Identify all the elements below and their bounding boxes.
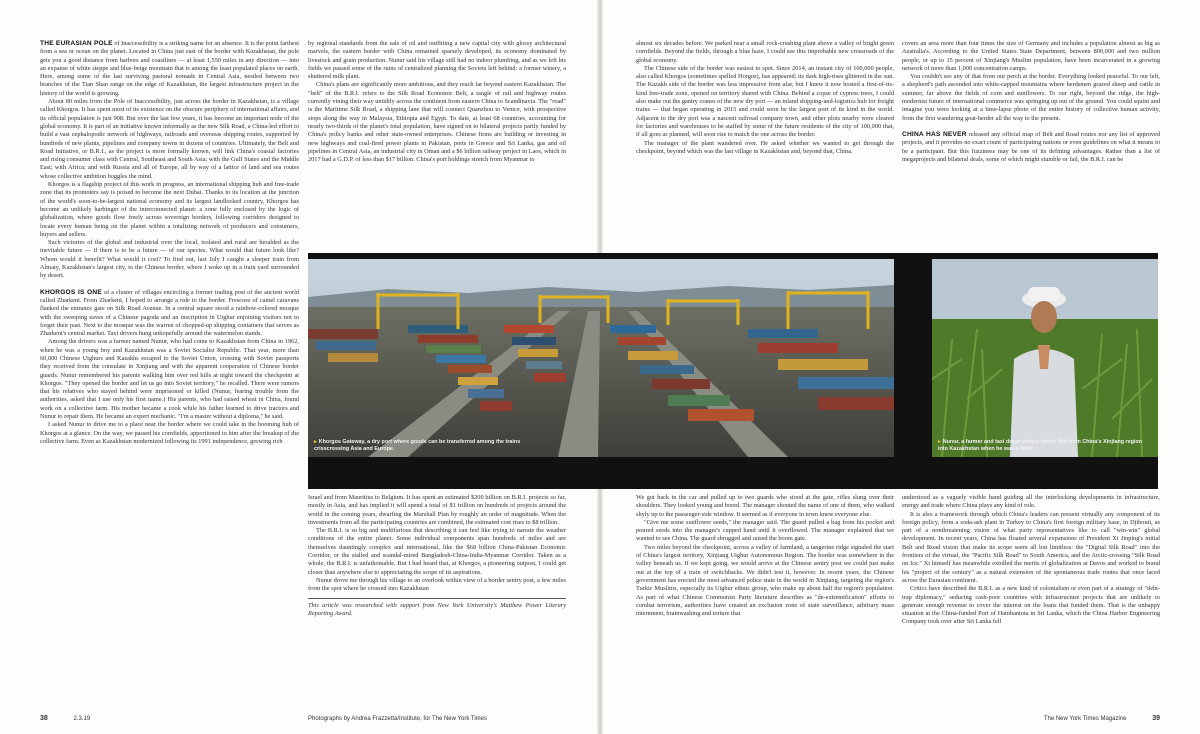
caption-text: Khorgos Gateway, a dry port where goods can be transferred among the trains crisscrossing Asia and Europe.: [314, 439, 521, 452]
paragraph: Critics have described the B.R.I. as a new kind of colonialism or even part of a strategy of "debt-trap diplomacy," seducing cash-poor countries with infrastructure projects that are unlikely to generate enough revenue to cover the interest on the loans that funded them. That is the unhappy situation at the China-funded Port of Hambantota in Sri Lanka, which the China Harbor Engineering Company took over after Sri Lanka fell: [902, 585, 1160, 626]
paragraph: Nunur drove me through his village to an overlook within view of a border sentry post, a few miles from the spot where he crossed into Kazakhstan: [308, 576, 566, 593]
paragraph: We got back in the car and pulled up to two guards who stood at the gate, rifles slung over their shoulders. They looked young and bored. The manager shouted the name of one of them, who walked shyly up to the passenger-side window. It seemed as if everyone in town knew everyone else.: [636, 494, 894, 518]
paragraph: The Chinese side of the border was easiest to spot. Since 2014, an instant city of 100,000 people, also called Khorgos (sometimes spelled Horgos), has appeared; its dark high-rises glittered in the sun. The Kazakh side of the border was less impressive from afar, but I knew it now hosted a first-of-its-kind free-trade zone, opened on territory shared with China. Behind a copse of cypress trees, I could also make out the gantry cranes of the new dry port — an inland shipping-and-logistics hub for freight trains — that began operating in 2015 and could soon be the largest port of its kind in the world. Adjacent to the dry port was a nascent railroad company town, and other plots nearby were cleared for factories and warehouses to be staffed by some of the future residents of the city of 100,000 that, if all goes as planned, will soon rise to match the one across the border.: [636, 64, 894, 139]
paragraph: [40, 40, 299, 98]
research-credit: This article was researched with support from New York University's Matthew Power Literary Reporting Award.: [308, 598, 566, 619]
right-column-4-top: [902, 40, 1160, 248]
paragraph-text: of Inaccessibility is a striking name for an absence. It is the point farthest from a sea or ocean on the planet. Located in China just east of the border with Kazakhstan, the pole gets you a good distance from harbors and coastlines — at least 1,550 miles in any direction — into an expanse of white steppe and blue-beige mountain that is among the least populated places on earth. Here, among some of the last surviving pastoral nomads in Central Asia, nestled between two branches of the Tian Shan range on the edge of Kazakhstan, the largest infrastructure project in the history of the world is growing.: [40, 40, 299, 97]
paragraph: "Give me some sunflower seeds," the manager said. The guard pulled a bag from his pocket and poured seeds into the manager's cupped hand until it overflowed. The manager explained that we wanted to see China. The guard shrugged and raised the boom gate.: [636, 518, 894, 543]
paragraph: Two miles beyond the checkpoint, across a valley of farmland, a tangerine ridge signaled the start of China's largest territory, Xinjiang Uighur Autonomous Region. The border was somewhere in the valley beneath us. If we kept going, we would arrive at the Chinese sentry post we could just make out at the top of a train of switchbacks. We didn't test it, however. In recent years, the Chinese government has erected the most advanced police state in the world in Xinjiang, targeting the region's Turkic Muslims, especially its Uighur ethnic group, who make up about half the region's population. As part of what Chinese Communist Party literature describes as "de-extremification" efforts to combat terrorism, authorities have created an exclusion zone of state surveillance, arbitrary mass internment, brainwashing and torture that: [636, 543, 894, 618]
right-column-4-bottom: [902, 494, 1160, 710]
paragraph: [902, 131, 1160, 164]
paragraph: by regional standards from the sale of oil and outfitting a new capital city with glossy architectural marvels, the eastern border with China remained sparsely developed, its economy dominated by livestock and grain production. Nunur said his village still had no indoor plumbing, and as we left his fields we passed some of the ruins of centralized planning the Soviets left behind: a former winery, a shuttered milk plant.: [308, 40, 566, 81]
page-number: 39: [1152, 715, 1160, 722]
paragraph: You couldn't see any of that from our perch at the border. Everything looked peaceful. To our left, a shepherd's path ascended into white-capped mountains where herdsmen grazed sheep and cattle in summer, far above the fields of corn and sunflowers. To our right, beyond the ridge, the high-modernist future of international commerce was springing up out of the ground. You could squint and imagine you were looking at a time-lapse photo of the entire history of collective human activity, from the first wandering goat-herder all the way to the present.: [902, 73, 1160, 122]
triangle-right-icon: ▸: [314, 439, 317, 445]
paragraph: The B.R.I. is so big and multifarious that describing it can feel like trying to narrate the weather conditions of the entire planet. Some individual components span hundreds of miles and are themselves dauntingly complex and international, like the $68 billion China-Pakistan Economic Corridor, or the stalled and scandal-mired Bangladesh-China-India-Myanmar Corridor. Taken as a whole, the B.R.I. is unfathomable. But I had heard that, at Khorgos, a pioneering outpost, I could get closer than anywhere else to appreciating the scope of its aspirations.: [308, 527, 566, 576]
photo-credit-text: Photographs by Andrea Frazzetta/Institute, for The New York Times: [308, 716, 487, 722]
paragraph: The manager of the plant wandered over. He asked whether we wanted to get through the checkpoint, beyond which was the last village in Kazakhstan and, beyond that, China.: [636, 139, 894, 155]
paragraph: Israel and from Mauritius to Belgium. It has spent an estimated $200 billion on B.R.I. projects so far, mostly in Asia, and has implied it will spend a total of $1 trillion on hundreds of projects around the world in the coming years, dwarfing the Marshall Plan by roughly an order of magnitude. When the investments from all the participating countries are combined, the estimated cost rises to $8 trillion.: [308, 494, 566, 526]
photo-band: [308, 253, 1158, 489]
paragraph: About 80 miles from the Pole of Inaccessibility, just across the border in Kazakhstan, is a village called Khorgos. It has spent most of its existence on the obscure periphery of international affairs, and its official population is just 908. But over the last few years, it has become an important node of the global economy. It is part of an initiative known informally as the new Silk Road, a China-led effort to build a vast cephalopodic network of highways, railroads and overseas shipping routes, supported by hundreds of new plants, pipelines and company towns in dozens of countries. Ultimately, the Belt and Road Initiative, or B.R.I., as the project is more formally known, will link China's coastal factories and rising consumer class with Central, Southeast and South Asia; with the Gulf States and the Middle East; with Africa; and with Russia and all of Europe, all by way of a lattice of land and sea routes whose collective ambition boggles the mind.: [40, 98, 299, 180]
right-photo-caption: [938, 439, 1152, 452]
paragraph-text: released any official map of Belt and Road routes nor any list of approved projects, and it provides no exact count of participating nations or even guidelines on what it means to be a participant. But this fuzziness may be one of its defining advantages. Rather than a list of megaprojects and bilateral deals, some of which might stumble or fail, the B.R.I. can be: [902, 130, 1160, 163]
magazine-name: The New York Times Magazine: [1043, 716, 1127, 722]
right-folio: [1044, 715, 1160, 722]
paragraph: covers an area more than four times the size of Germany and includes a population almost as big as Australia's. According to the United States State Department, between 800,000 and two million people, or up to 15 percent of Xinjiang's Muslim population, have been incarcerated in a growing network of more than 1,000 concentration camps.: [902, 40, 1160, 72]
paragraph: I asked Nunur to drive me to a place near the border where we could take in the booming hub of Khorgos at a glance. On the way, we passed his cornfields, apportioned to him after the breakup of the collective farm. Even as Kazakhstan modernized following its 1991 independence, growing rich: [40, 421, 299, 445]
section-lead: KHORGOS IS ONE: [40, 288, 102, 296]
section-lead: CHINA HAS NEVER: [902, 130, 967, 138]
left-column-2-top: [308, 40, 566, 248]
dry-port-illustration: [308, 259, 894, 457]
paragraph: Among the drivers was a farmer named Nunur, who had come to Kazakhstan from China in 1962, when he was a young boy and Kazakhstan was a Soviet Socialist Republic. That year, more than 60,000 Chinese Uighurs and Kazakhs escaped to the Soviet Union, crossing with Soviet passports they received from the consulate in Xinjiang and with the apparent cooperation of Chinese border guards. Nunur remembered his parents walking him over red hills at night toward the checkpoint at Khorgos. "They opened the border and let us go into Soviet territory," he recalled. There were rumors that his relatives who stayed behind were imprisoned or killed (Nunur, fearing trouble from the authorities, asked that I use only his first name.) His parents, who had raised wheat in China, found work on a collective farm. His mother became a cook while his father learned to drive tractors and Nunur to repair them. He became an expert mechanic. "I'm a master without a diploma," he said.: [40, 338, 299, 421]
left-photo-caption: [314, 439, 554, 452]
left-column-1: [40, 40, 299, 710]
right-column-3-bottom: [636, 494, 894, 710]
paragraph: It is also a framework through which China's leaders can present virtually any component of its foreign policy, from a soda-ash plant in Turkey to China's first foreign military base, in Djibouti, as part of a nonthreatening vision of what party representatives like to call "win-win" global development. In recent years, China has floated several expansions of President Xi Jinping's initial Belt and Road vision that make its scope seem all but limitless: the "Digital Silk Road" into the frontiers of the virtual, the "Pacific Silk Road" to South America, and the Arctic-crossing "Silk Road on Ice." Xi himself has meanwhile extolled the merits of globalization at Davos and worked to brand his "project of the century" as a natural extension of the spontaneous trade routes that once laced across the Eurasian continent.: [902, 510, 1160, 584]
page-number: 38: [40, 715, 48, 722]
triangle-right-icon: ▸: [938, 439, 941, 445]
paragraph-text: of a cluster of villages encircling a former trading post of the ancient world called Zharkent. From Zharkent, I hoped to arrange a ride to the border. Frescoes of camel caravans flanked the entrance gate on Silk Road Avenue. In a central square stood a rainbow-colored mosque with the sweeping eaves of a Chinese pagoda and an inscription in Uighur enjoining visitors not to forget their past. Next to the mosque was the warren of chopped-up shipping containers that serves as Zharkent's central market. Taxi drivers hung unhopefully around the watermelon stands.: [40, 288, 299, 338]
left-column-2-bottom: [308, 494, 566, 710]
farmer-portrait-illustration: [932, 259, 1158, 457]
paragraph: understood as a vaguely visible hand guiding all the interlocking developments in infrastructure, energy and trade where China plays any kind of role.: [902, 494, 1160, 510]
paragraph: Khorgos is a flagship project of this work in progress, an international shipping hub and free-trade zone that its promoters say is poised to become the next Dubai. Thanks to its location at the junction of the world's soon-to-be-largest national economy and its largest landlocked country, Khorgos has become an unlikely harbinger of the interconnected planet: a zone fully enclosed by the logic of globalization, where goods flow freely across sovereign borders, following corridors designed to locate every human being on the planet within a totalizing network of producers and consumers, buyers and sellers.: [40, 181, 299, 238]
left-folio: [40, 715, 90, 722]
paragraph: [40, 289, 299, 339]
paragraph: almost six decades before. We parked near a small rock-crushing plant above a valley of bright green cornfields. Beyond the fields, through a blue haze, I could see this improbable new crossroads of the global economy.: [636, 40, 894, 64]
photo-credit: [308, 716, 487, 722]
issue-date: 2.3.19: [73, 716, 91, 722]
right-column-3-top: [636, 40, 894, 248]
dry-port-photo: [308, 259, 894, 457]
portrait-photo: [932, 259, 1158, 457]
paragraph: Such victories of the global and industrial over the local, isolated and rural are heralded as the inevitable future — if there is to be a future — of our species. What would that future look like? Whom would it benefit? What would it cost? To find out, last July I caught a sleeper train from Almaty, Kazakhstan's largest city, to the Chinese border, where I woke up in a train yard surrounded by desert.: [40, 239, 299, 280]
caption-text: Nunur, a farmer and taxi driver whose family fled from China's Xinjiang region into Kazakhstan when he was a child.: [938, 439, 1143, 452]
paragraph: China's plans are significantly more ambitious, and they reach far beyond eastern Kazakhstan. The "belt" of the B.R.I. refers to the Silk Road Economic Belt, a tangle of rail and highway routes currently vining their way untidily across the continent from eastern China to Scandinavia. The "road" is the Maritime Silk Road, a shipping lane that will connect Quanzhou to Venice, with prospective stops along the way in Malaysia, Ethiopia and Egypt. To date, at least 68 countries, accounting for nearly two-thirds of the planet's total population, have signed on to bilateral projects partly funded by China's policy banks and other state-owned enterprises. Chinese firms are building or investing in new highways and coal-fired power plants in Pakistan, ports in Greece and Sri Lanka, gas and oil pipelines in Central Asia, an industrial city in Oman and a $6 billion railway project in Laos, which in 2017 had a G.D.P. of less than $17 billion. China's port holdings stretch from Myanmar to: [308, 81, 566, 164]
section-lead: THE EURASIAN POLE: [40, 40, 113, 47]
